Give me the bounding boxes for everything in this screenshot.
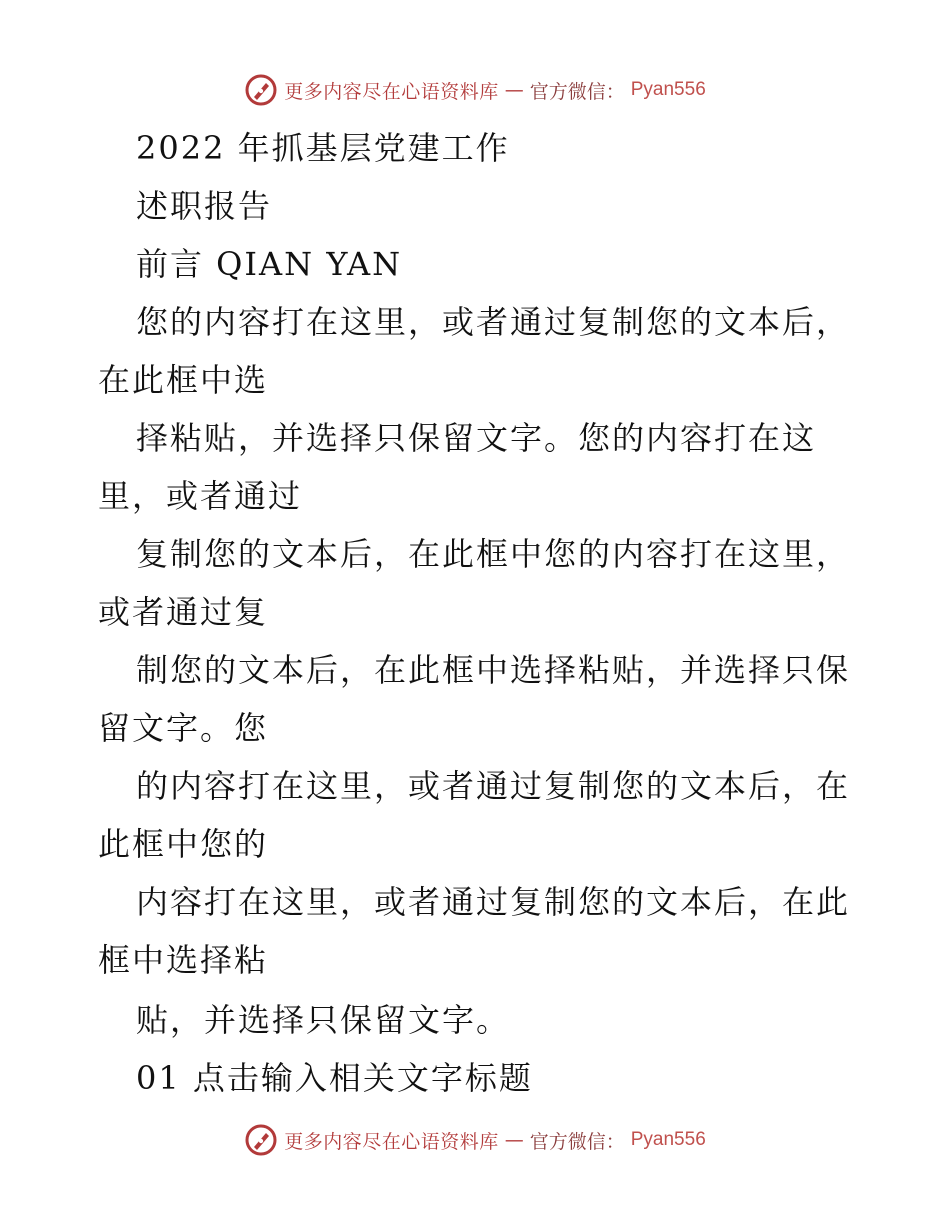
pen-nib-circle-icon: [244, 1123, 278, 1157]
watermark-id: Pyan556: [630, 79, 706, 100]
paragraph-line: 里，或者通过: [98, 477, 303, 515]
watermark-text: 更多内容尽在心语资料库: [284, 1130, 499, 1153]
paragraph-line: 制您的文本后，在此框中选择粘贴，并选择只保: [136, 651, 851, 689]
footer-watermark: [0, 1120, 950, 1160]
watermark-dash: —: [504, 79, 524, 101]
watermark-dash: —: [504, 1129, 524, 1151]
header-watermark: [0, 70, 950, 110]
watermark-label: 官方微信：: [529, 1130, 625, 1153]
paragraph-line: 框中选择粘: [98, 941, 269, 979]
pen-nib-circle-icon: [244, 73, 278, 107]
paragraph-line: 留文字。您: [98, 709, 269, 747]
paragraph-line: 或者通过复: [98, 593, 269, 631]
doc-title-line: 2022 年抓基层党建工作: [136, 129, 510, 167]
doc-subtitle-line: 述职报告: [136, 187, 273, 225]
watermark-id: Pyan556: [630, 1129, 706, 1150]
section-heading: 01 点击输入相关文字标题: [136, 1059, 533, 1097]
watermark-text: 更多内容尽在心语资料库: [284, 80, 499, 103]
paragraph-line: 择粘贴，并选择只保留文字。您的内容打在这: [136, 419, 817, 457]
paragraph-line: 贴，并选择只保留文字。: [136, 1001, 511, 1039]
paragraph-line: 在此框中选: [98, 361, 269, 399]
paragraph-line: 内容打在这里，或者通过复制您的文本后，在此: [136, 883, 851, 921]
watermark-label: 官方微信：: [529, 80, 625, 103]
paragraph-line: 的内容打在这里，或者通过复制您的文本后，在: [136, 767, 851, 805]
paragraph-line: 您的内容打在这里，或者通过复制您的文本后，: [136, 303, 851, 341]
paragraph-line: 复制您的文本后，在此框中您的内容打在这里，: [136, 535, 851, 573]
paragraph-line: 此框中您的: [98, 825, 269, 863]
doc-preface-heading: 前言 QIAN YAN: [136, 245, 403, 283]
